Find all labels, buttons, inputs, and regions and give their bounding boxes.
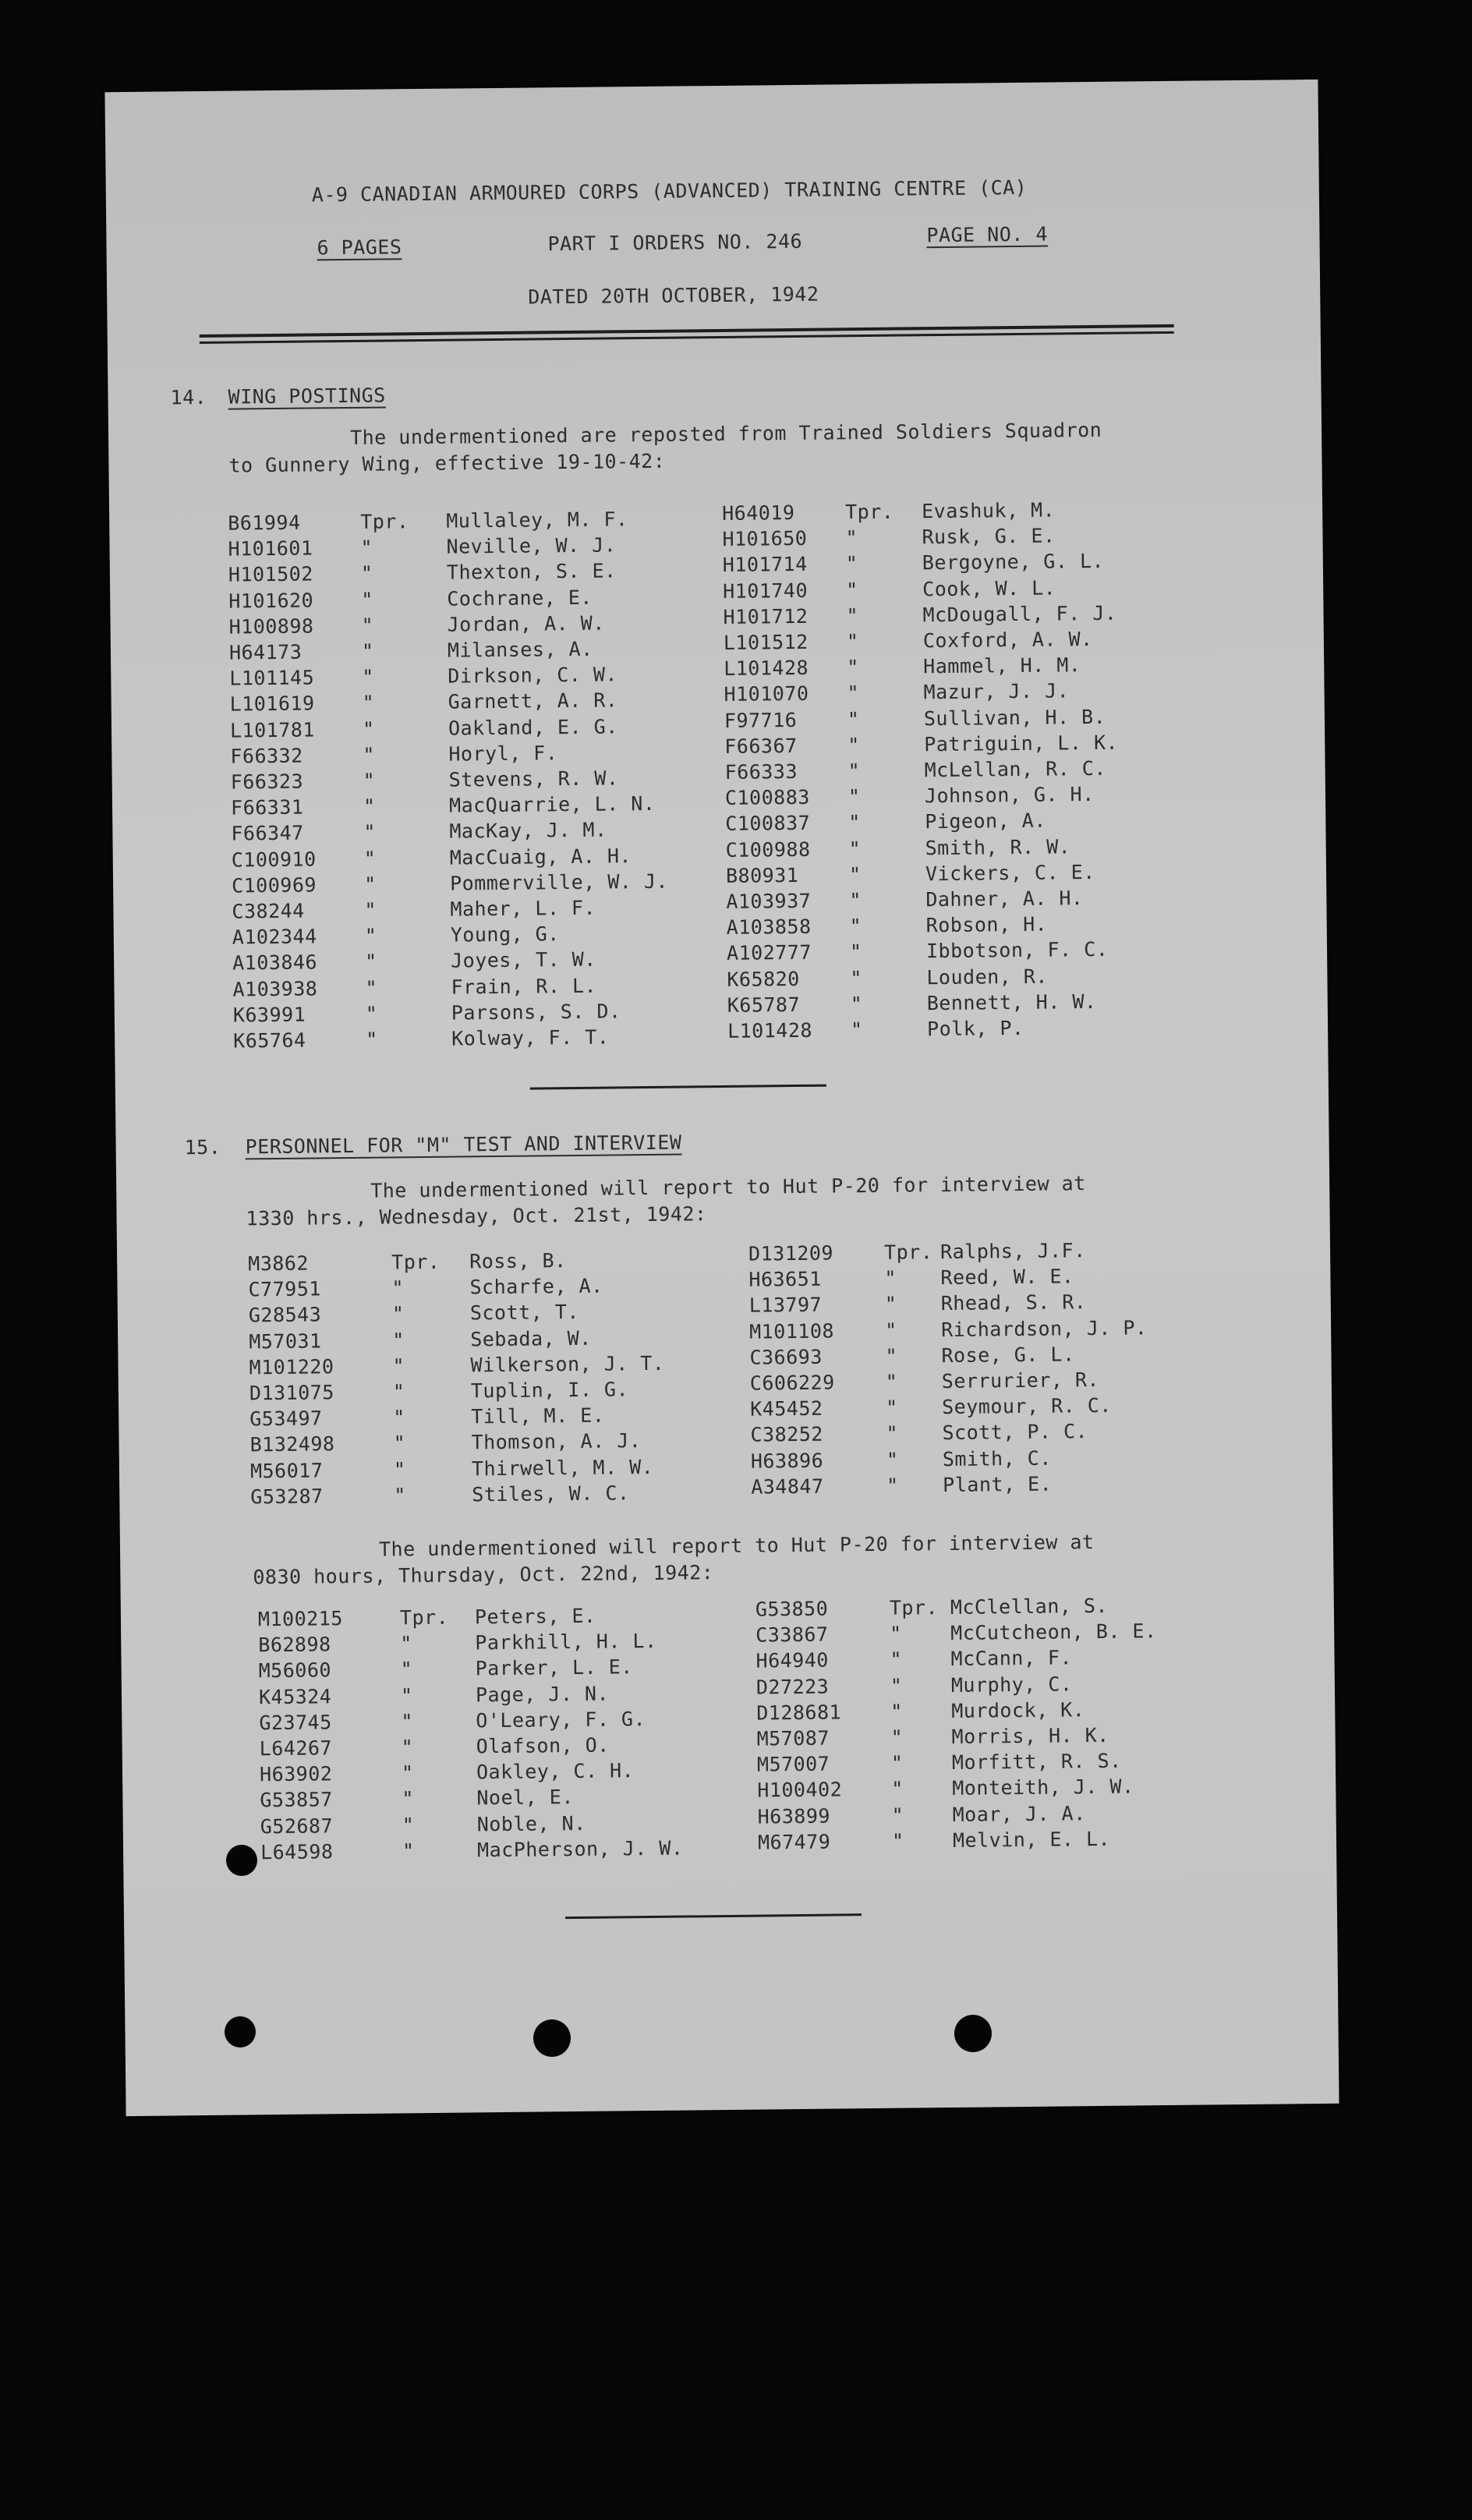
soldier-name: Rose, G. L. bbox=[941, 1343, 1075, 1367]
rank: " bbox=[393, 1432, 406, 1455]
service-number: H100898 bbox=[228, 614, 314, 639]
rank: " bbox=[363, 821, 377, 844]
service-number: M57087 bbox=[756, 1726, 830, 1750]
soldier-name: Patriguin, L. K. bbox=[924, 731, 1119, 756]
service-number: F66323 bbox=[230, 770, 304, 794]
service-number: F66332 bbox=[230, 744, 303, 768]
service-number: A103846 bbox=[232, 950, 318, 975]
soldier-name: Scharfe, A. bbox=[469, 1274, 603, 1299]
soldier-name: Kolway, F. T. bbox=[451, 1025, 610, 1050]
soldier-name: Frain, R. L. bbox=[451, 974, 597, 999]
rank: Tpr. bbox=[844, 500, 894, 524]
service-number: K45452 bbox=[750, 1396, 823, 1421]
rank: " bbox=[848, 811, 862, 834]
soldier-name: Ralphs, J.F. bbox=[939, 1239, 1086, 1264]
soldier-name: Young, G. bbox=[450, 922, 560, 947]
soldier-name: McClellan, S. bbox=[950, 1594, 1109, 1619]
soldier-name: Smith, R. W. bbox=[925, 834, 1071, 859]
service-number: C36693 bbox=[749, 1345, 823, 1369]
service-number: K65764 bbox=[233, 1028, 306, 1053]
service-number: L101428 bbox=[724, 656, 809, 681]
section-14-number: 14. bbox=[170, 385, 207, 409]
rank: " bbox=[847, 733, 860, 757]
soldier-name: MacKay, J. M. bbox=[449, 818, 607, 844]
service-number: M67479 bbox=[757, 1830, 831, 1854]
soldier-name: Wilkerson, J. T. bbox=[470, 1351, 665, 1377]
rank: " bbox=[846, 578, 858, 601]
rank: " bbox=[360, 536, 373, 560]
service-number: H101601 bbox=[228, 536, 313, 561]
service-number: B132498 bbox=[249, 1432, 335, 1456]
service-number: H64173 bbox=[228, 640, 303, 664]
rank: " bbox=[849, 889, 862, 912]
section-15-number: 15. bbox=[184, 1135, 221, 1159]
soldier-name: McCutcheon, B. E. bbox=[950, 1619, 1157, 1645]
header-rule-top bbox=[200, 324, 1174, 338]
service-number: D131209 bbox=[748, 1241, 834, 1265]
rank: " bbox=[886, 1422, 899, 1446]
service-number: F97716 bbox=[724, 708, 798, 732]
soldier-name: Polk, P. bbox=[926, 1016, 1024, 1041]
rank: " bbox=[394, 1484, 407, 1507]
rank: " bbox=[362, 665, 375, 688]
rank: " bbox=[400, 1632, 413, 1655]
rank: " bbox=[845, 526, 858, 550]
soldier-name: MacCuaig, A. H. bbox=[449, 844, 632, 869]
soldier-name: Parsons, S. D. bbox=[451, 1000, 621, 1025]
soldier-name: Reed, W. E. bbox=[940, 1265, 1074, 1290]
service-number: D27223 bbox=[755, 1675, 830, 1699]
rank: " bbox=[845, 552, 858, 575]
soldier-name: Olafson, O. bbox=[476, 1733, 610, 1758]
rank: " bbox=[360, 562, 373, 586]
service-number: G28543 bbox=[248, 1303, 322, 1327]
rank: " bbox=[363, 743, 376, 766]
soldier-name: Hammel, H. M. bbox=[923, 653, 1081, 678]
soldier-name: Parker, L. E. bbox=[475, 1655, 633, 1680]
soldier-name: Bergoyne, G. L. bbox=[922, 550, 1105, 575]
service-number: H101502 bbox=[228, 562, 313, 586]
soldier-name: Cochrane, E. bbox=[447, 586, 593, 611]
soldier-name: Plant, E. bbox=[943, 1472, 1053, 1496]
punch-hole bbox=[225, 2016, 256, 2048]
service-number: H64940 bbox=[755, 1648, 830, 1672]
rank: " bbox=[363, 769, 376, 792]
soldier-name: Mazur, J. J. bbox=[923, 679, 1070, 704]
service-number: A103858 bbox=[726, 915, 812, 940]
service-number: M101108 bbox=[748, 1319, 835, 1343]
soldier-name: Morfitt, R. S. bbox=[951, 1749, 1122, 1775]
rank: " bbox=[849, 915, 862, 938]
soldier-name: Joyes, T. W. bbox=[450, 948, 596, 973]
rank: " bbox=[885, 1344, 898, 1368]
rank: " bbox=[363, 795, 376, 818]
service-number: B80931 bbox=[725, 863, 799, 887]
soldier-name: Murphy, C. bbox=[950, 1672, 1073, 1697]
rank: " bbox=[402, 1787, 415, 1810]
service-number: C33867 bbox=[755, 1623, 829, 1647]
rank: " bbox=[890, 1725, 904, 1749]
service-number: H101740 bbox=[723, 579, 809, 603]
soldier-name: Garnett, A. R. bbox=[448, 688, 618, 714]
service-number: H101714 bbox=[722, 553, 808, 577]
service-number: C100883 bbox=[724, 785, 810, 810]
rank: " bbox=[366, 1028, 378, 1051]
service-number: M3862 bbox=[248, 1251, 310, 1276]
section-15-intro-1-cont: 1330 hrs., Wednesday, Oct. 21st, 1942: bbox=[246, 1202, 707, 1230]
soldier-name: Murdock, K. bbox=[951, 1697, 1085, 1722]
rank: " bbox=[890, 1648, 903, 1672]
service-number: C100910 bbox=[231, 848, 317, 872]
service-number: M56017 bbox=[249, 1458, 324, 1482]
service-number: C100969 bbox=[231, 873, 317, 897]
soldier-name: Sebada, W. bbox=[470, 1326, 592, 1350]
rank: " bbox=[884, 1266, 897, 1290]
service-number: A102344 bbox=[232, 925, 317, 949]
service-number: L13797 bbox=[748, 1294, 823, 1318]
soldier-name: Neville, W. J. bbox=[446, 533, 617, 558]
soldier-name: Seymour, R. C. bbox=[942, 1393, 1113, 1419]
section-15-intro-1: The undermentioned will report to Hut P-20 for interview at bbox=[370, 1172, 1086, 1202]
rank: " bbox=[401, 1736, 414, 1759]
service-number: F66347 bbox=[231, 821, 304, 845]
soldier-name: McLellan, R. C. bbox=[924, 756, 1107, 782]
service-number: M100215 bbox=[257, 1607, 343, 1631]
rank: " bbox=[846, 603, 859, 628]
soldier-name: Stiles, W. C. bbox=[472, 1481, 630, 1506]
soldier-name: MacPherson, J. W. bbox=[476, 1836, 684, 1862]
rank: Tpr. bbox=[391, 1250, 441, 1274]
soldier-name: Ross, B. bbox=[469, 1249, 567, 1273]
section-14-intro: The undermentioned are reposted from Trained Soldiers Squadron bbox=[349, 418, 1102, 449]
rank: " bbox=[846, 630, 859, 653]
rank: " bbox=[849, 940, 862, 964]
page-count: 6 PAGES bbox=[317, 235, 402, 260]
rank: " bbox=[890, 1751, 904, 1775]
rank: " bbox=[847, 785, 861, 809]
soldier-name: Milanses, A. bbox=[447, 637, 593, 662]
service-number: C100988 bbox=[725, 837, 811, 862]
soldier-name: Sullivan, H. B. bbox=[923, 705, 1106, 730]
soldier-name: Smith, C. bbox=[942, 1446, 1052, 1471]
rank: " bbox=[891, 1778, 904, 1801]
rank: " bbox=[361, 588, 373, 611]
service-number: L101512 bbox=[723, 630, 809, 654]
service-number: A103937 bbox=[726, 889, 812, 913]
unit-title: A-9 CANADIAN ARMOURED CORPS (ADVANCED) TRAINING CENTRE (CA) bbox=[311, 175, 1028, 207]
soldier-name: Page, J. N. bbox=[475, 1682, 610, 1706]
rank: " bbox=[847, 681, 860, 705]
service-number: L101781 bbox=[229, 718, 316, 742]
soldier-name: McDougall, F. J. bbox=[922, 601, 1117, 627]
orders-number: PART I ORDERS NO. 246 bbox=[547, 229, 803, 256]
soldier-name: Tuplin, I. G. bbox=[470, 1378, 629, 1403]
rank: " bbox=[890, 1700, 903, 1723]
soldier-name: Pigeon, A. bbox=[925, 809, 1046, 834]
service-number: H64019 bbox=[721, 501, 795, 525]
dated-line: DATED 20TH OCTOBER, 1942 bbox=[528, 282, 819, 309]
rank: " bbox=[365, 976, 378, 1000]
service-number: L64598 bbox=[260, 1840, 334, 1864]
rank: " bbox=[847, 759, 861, 783]
section-separator bbox=[530, 1085, 826, 1090]
rank: Tpr. bbox=[889, 1596, 939, 1619]
service-number: H63651 bbox=[748, 1267, 822, 1291]
service-number: H63902 bbox=[259, 1762, 333, 1786]
rank: " bbox=[848, 837, 862, 860]
soldier-name: Oakland, E. G. bbox=[448, 714, 618, 740]
soldier-name: Melvin, E. L. bbox=[952, 1827, 1111, 1852]
service-number: B61994 bbox=[228, 511, 301, 535]
rank: " bbox=[364, 924, 377, 947]
service-number: M56060 bbox=[258, 1658, 332, 1683]
soldier-name: Noble, N. bbox=[476, 1811, 586, 1835]
rank: " bbox=[393, 1406, 405, 1429]
rank: " bbox=[890, 1622, 902, 1645]
rank: " bbox=[886, 1448, 899, 1471]
soldier-name: Stevens, R. W. bbox=[448, 766, 619, 791]
rank: " bbox=[363, 847, 377, 870]
page-number: PAGE NO. 4 bbox=[926, 222, 1049, 247]
service-number: H101650 bbox=[722, 527, 808, 551]
service-number: A103938 bbox=[232, 977, 318, 1001]
service-number: C100837 bbox=[725, 812, 811, 836]
service-number: F66331 bbox=[230, 795, 304, 819]
rank: " bbox=[850, 966, 863, 989]
rank: " bbox=[891, 1829, 904, 1853]
service-number: D131075 bbox=[249, 1381, 334, 1405]
service-number: M57031 bbox=[249, 1329, 322, 1353]
service-number: C606229 bbox=[749, 1371, 835, 1395]
service-number: F66367 bbox=[724, 734, 798, 758]
rank: " bbox=[884, 1318, 897, 1342]
soldier-name: MacQuarrie, L. N. bbox=[448, 792, 656, 817]
service-number: G53287 bbox=[250, 1485, 324, 1509]
service-number: L101145 bbox=[229, 666, 315, 690]
rank: Tpr. bbox=[883, 1241, 933, 1264]
service-number: C38252 bbox=[750, 1423, 823, 1447]
soldier-name: McCann, F. bbox=[950, 1646, 1073, 1671]
rank: " bbox=[362, 692, 375, 715]
service-number: M101220 bbox=[249, 1355, 334, 1379]
service-number: G53497 bbox=[249, 1407, 323, 1431]
rank: " bbox=[890, 1674, 903, 1697]
rank: " bbox=[364, 898, 377, 922]
soldier-name: Robson, H. bbox=[925, 912, 1048, 937]
rank: " bbox=[400, 1683, 413, 1707]
soldier-name: Oakley, C. H. bbox=[476, 1759, 635, 1784]
section-14-intro-cont: to Gunnery Wing, effective 19-10-42: bbox=[228, 449, 666, 477]
rank: " bbox=[361, 614, 374, 637]
service-number: H101712 bbox=[723, 604, 809, 628]
rank: " bbox=[850, 1018, 863, 1042]
soldier-name: Rhead, S. R. bbox=[940, 1290, 1087, 1315]
rank: " bbox=[848, 862, 862, 887]
service-number: A34847 bbox=[751, 1474, 824, 1499]
end-rule bbox=[565, 1913, 862, 1919]
rank: " bbox=[886, 1474, 899, 1497]
rank: " bbox=[402, 1839, 415, 1863]
rank: " bbox=[400, 1658, 413, 1681]
soldier-name: Jordan, A. W. bbox=[447, 611, 605, 636]
service-number: B62898 bbox=[258, 1633, 331, 1657]
soldier-name: Parkhill, H. L. bbox=[475, 1630, 657, 1655]
document-page bbox=[104, 80, 1339, 2116]
service-number: L64267 bbox=[259, 1736, 333, 1761]
soldier-name: Dirkson, C. W. bbox=[448, 663, 618, 688]
service-number: G23745 bbox=[259, 1711, 332, 1735]
soldier-name: Morris, H. K. bbox=[951, 1723, 1109, 1748]
service-number: K65787 bbox=[727, 993, 801, 1017]
soldier-name: Moar, J. A. bbox=[952, 1801, 1086, 1826]
soldier-name: Thirwell, M. W. bbox=[471, 1455, 654, 1480]
punch-hole bbox=[954, 2015, 992, 2052]
punch-hole bbox=[226, 1845, 257, 1876]
rank: " bbox=[364, 950, 377, 974]
service-number: H63899 bbox=[757, 1804, 831, 1828]
rank: Tpr. bbox=[399, 1605, 449, 1630]
rank: " bbox=[402, 1813, 415, 1836]
rank: " bbox=[362, 717, 375, 741]
rank: " bbox=[363, 872, 377, 896]
rank: " bbox=[885, 1370, 898, 1393]
rank: " bbox=[392, 1380, 405, 1403]
rank: " bbox=[886, 1396, 898, 1420]
service-number: L101619 bbox=[229, 692, 315, 716]
service-number: D128681 bbox=[756, 1701, 842, 1725]
rank: " bbox=[392, 1354, 405, 1378]
soldier-name: Mullaley, M. F. bbox=[446, 508, 628, 533]
service-number: G53857 bbox=[260, 1788, 333, 1812]
section-15-intro-2: The undermentioned will report to Hut P-20 for interview at bbox=[378, 1531, 1095, 1561]
service-number: M57007 bbox=[756, 1752, 830, 1776]
soldier-name: Scott, P. C. bbox=[942, 1420, 1088, 1445]
soldier-name: Thomson, A. J. bbox=[471, 1429, 642, 1454]
soldier-name: Evashuk, M. bbox=[921, 498, 1056, 523]
soldier-name: Rusk, G. E. bbox=[922, 524, 1056, 549]
service-number: H100402 bbox=[757, 1778, 843, 1802]
rank: " bbox=[850, 992, 863, 1016]
soldier-name: Coxford, A. W. bbox=[922, 627, 1093, 653]
soldier-name: Bennett, H. W. bbox=[926, 989, 1097, 1015]
soldier-name: Till, M. E. bbox=[471, 1403, 605, 1428]
soldier-name: Monteith, J. W. bbox=[952, 1775, 1134, 1800]
rank: " bbox=[401, 1709, 414, 1733]
soldier-name: Noel, E. bbox=[476, 1786, 574, 1810]
rank: " bbox=[391, 1302, 405, 1325]
service-number: G53850 bbox=[755, 1597, 829, 1621]
soldier-name: Louden, R. bbox=[926, 964, 1049, 989]
section-15-title: PERSONNEL FOR "M" TEST AND INTERVIEW bbox=[245, 1131, 682, 1159]
soldier-name: Serrurier, R. bbox=[941, 1368, 1100, 1393]
service-number: F66333 bbox=[724, 759, 798, 784]
service-number: K45324 bbox=[258, 1684, 332, 1708]
section-15-intro-2-cont: 0830 hours, Thursday, Oct. 22nd, 1942: bbox=[253, 1561, 714, 1589]
punch-hole bbox=[533, 2019, 571, 2057]
rank: Tpr. bbox=[360, 510, 409, 533]
service-number: H63896 bbox=[750, 1449, 824, 1473]
service-number: C77951 bbox=[248, 1277, 322, 1301]
section-14-title: WING POSTINGS bbox=[228, 384, 386, 409]
soldier-name: Ibbotson, F. C. bbox=[925, 938, 1109, 963]
rank: " bbox=[891, 1803, 904, 1827]
soldier-name: Maher, L. F. bbox=[450, 896, 596, 921]
rank: " bbox=[884, 1293, 897, 1316]
service-number: H101620 bbox=[228, 589, 314, 613]
rank: " bbox=[365, 1002, 378, 1025]
service-number: L101428 bbox=[727, 1018, 813, 1042]
soldier-name: Dahner, A. H. bbox=[925, 887, 1084, 911]
service-number: G52687 bbox=[260, 1814, 334, 1838]
soldier-name: Johnson, G. H. bbox=[924, 783, 1095, 808]
soldier-name: Scott, T. bbox=[469, 1301, 579, 1325]
rank: " bbox=[393, 1457, 406, 1481]
rank: " bbox=[391, 1276, 405, 1300]
service-number: A102777 bbox=[726, 941, 812, 965]
rank: " bbox=[847, 656, 859, 679]
soldier-name: Vickers, C. E. bbox=[925, 860, 1095, 886]
service-number: C38244 bbox=[232, 899, 305, 923]
soldier-name: O'Leary, F. G. bbox=[476, 1707, 646, 1732]
rank: " bbox=[847, 707, 860, 731]
service-number: K63991 bbox=[232, 1003, 306, 1027]
service-number: K65820 bbox=[727, 967, 800, 991]
soldier-name: Thexton, S. E. bbox=[446, 559, 617, 585]
soldier-name: Pommerville, W. J. bbox=[449, 869, 669, 895]
soldier-name: Richardson, J. P. bbox=[940, 1315, 1148, 1341]
rank: " bbox=[361, 639, 374, 663]
soldier-name: Peters, E. bbox=[474, 1604, 596, 1629]
soldier-name: Cook, W. L. bbox=[922, 576, 1056, 600]
rank: " bbox=[401, 1761, 414, 1785]
rank: " bbox=[392, 1328, 405, 1352]
service-number: H101070 bbox=[724, 682, 809, 706]
soldier-name: Horyl, F. bbox=[448, 741, 558, 766]
